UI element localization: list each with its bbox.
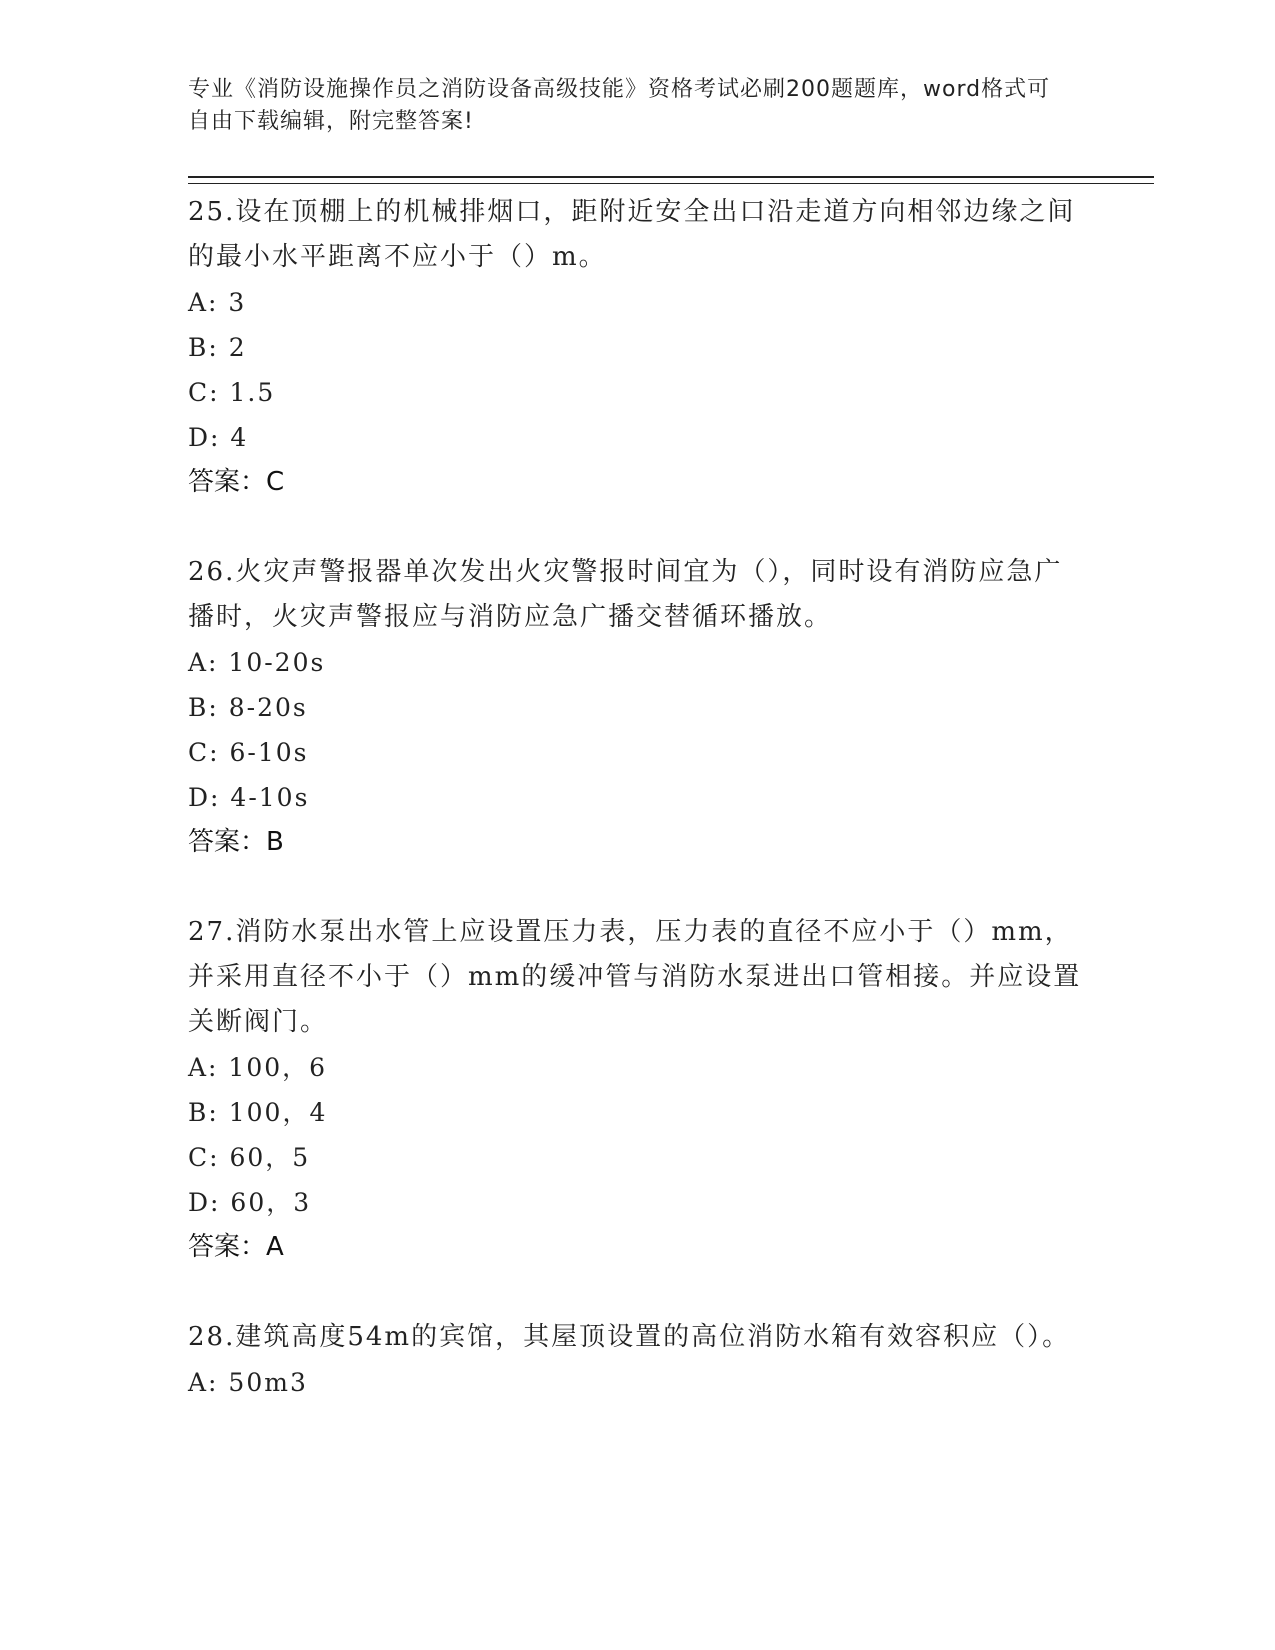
option-d: D: 4	[188, 423, 249, 452]
question-text: 26.火灾声警报器单次发出火灾警报时间宜为（），同时设有消防应急广播时，火灾声警报应与消防应急广播交替循环播放。	[188, 557, 1063, 632]
option-a: A: 100，6	[188, 1053, 328, 1082]
option-b: B: 8-20s	[188, 693, 308, 722]
option-a: A: 10-20s	[188, 648, 326, 677]
spacer	[188, 1270, 1088, 1315]
question-text: 28.建筑高度54m的宾馆，其屋顶设置的高位消防水箱有效容积应（）。	[188, 1322, 1071, 1352]
option-c: C: 1.5	[188, 378, 276, 407]
question-25	[188, 190, 1088, 505]
option-b: B: 100，4	[188, 1098, 328, 1127]
option-a: A: 50m3	[188, 1368, 308, 1397]
question-27	[188, 910, 1088, 1270]
answer-text: 答案：B	[188, 827, 284, 857]
spacer	[188, 865, 1088, 910]
question-text: 27.消防水泵出水管上应设置压力表，压力表的直径不应小于（）mm，并采用直径不小于（）mm的缓冲管与消防水泵进出口管相接。并应设置关断阀门。	[188, 917, 1082, 1037]
document-header: 专业《消防设施操作员之消防设备高级技能》资格考试必刷200题题库，word格式可自由下载编辑，附完整答案!	[188, 77, 1051, 134]
answer-text: 答案：C	[188, 467, 285, 497]
option-d: D: 4-10s	[188, 783, 310, 812]
option-d: D: 60，3	[188, 1188, 312, 1217]
question-list	[188, 190, 1088, 1405]
option-c: C: 60，5	[188, 1143, 311, 1172]
option-a: A: 3	[188, 288, 247, 317]
option-b: B: 2	[188, 333, 247, 362]
question-text: 25.设在顶棚上的机械排烟口，距附近安全出口沿走道方向相邻边缘之间的最小水平距离不应小于（）m。	[188, 197, 1076, 272]
option-c: C: 6-10s	[188, 738, 309, 767]
header-divider-thick	[188, 176, 1154, 178]
answer-text: 答案：A	[188, 1232, 284, 1262]
header-divider-thin	[188, 183, 1154, 184]
spacer	[188, 505, 1088, 550]
question-28	[188, 1315, 1088, 1405]
question-26	[188, 550, 1088, 865]
